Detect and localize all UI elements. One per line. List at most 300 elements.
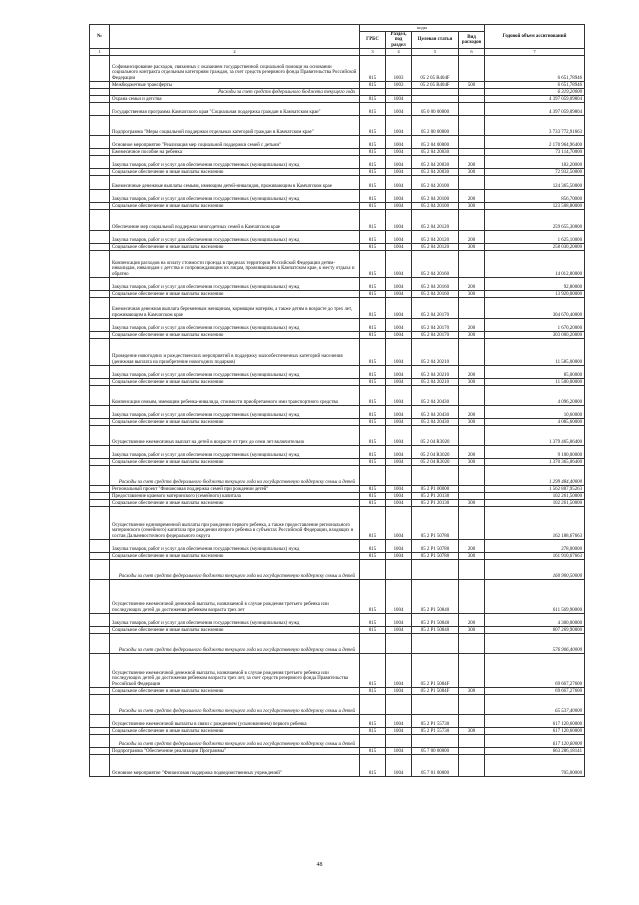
cell-expense-type xyxy=(459,695,485,715)
cell-expense-type xyxy=(459,56,485,82)
cell-expense-type xyxy=(459,735,485,748)
cell-target-article: 05 2 04 20210 xyxy=(412,366,459,379)
cell-razdel: 1003 xyxy=(386,56,412,82)
table-row xyxy=(90,446,585,459)
table-row xyxy=(90,149,585,156)
table-row xyxy=(90,459,585,466)
cell-name: Социальное обеспечение и иные выплаты населению xyxy=(110,332,360,339)
cell-amount: 13 920,00000 xyxy=(485,291,585,298)
cell-razdel: 1004 xyxy=(386,319,412,332)
cell-name: Закупка товаров, работ и услуг для обеспечения государственных (муниципальных) нужд xyxy=(110,319,360,332)
header-target-article: Целевая статья xyxy=(412,32,459,49)
cell-number xyxy=(90,386,110,406)
cell-grbs: 815 xyxy=(360,116,386,136)
cell-amount: 69 667,27600 xyxy=(485,654,585,688)
cell-target-article: 05 2 P1 50840 xyxy=(412,627,459,634)
cell-expense-type: 300 xyxy=(459,379,485,386)
cell-amount: 705,00000 xyxy=(485,755,585,777)
cell-grbs: 815 xyxy=(360,715,386,728)
cell-name: Компенсация расходов на оплату стоимости проезда в пределах территории Российской Федерации детям-инвалидам, инвалидам с детства и сопровождающим их лицам, проживающим в Камчатском крае, к месту отдыха и обратно xyxy=(110,251,360,278)
cell-grbs xyxy=(360,466,386,486)
table-row xyxy=(90,614,585,627)
cell-razdel: 1004 xyxy=(386,291,412,298)
cell-expense-type: 200 xyxy=(459,319,485,332)
column-number: 2 xyxy=(110,49,360,56)
cell-note: Расходы за счет средств федерального бюджета текущего года на государственную поддержку семьи и детей xyxy=(110,695,360,715)
table-row xyxy=(90,553,585,560)
cell-number xyxy=(90,540,110,553)
cell-name: Закупка товаров, работ и услуг для обеспечения государственных (муниципальных) нужд xyxy=(110,156,360,169)
cell-expense-type xyxy=(459,715,485,728)
cell-target-article: 05 2 04 20160 xyxy=(412,278,459,291)
cell-name: Осуществление ежемесячной денежной выплаты, назначаемой в случае рождения третьего ребенка или последующих детей до достижения ребенком возраста трех лет xyxy=(110,580,360,614)
cell-amount: 6 651,78946 xyxy=(485,56,585,82)
table-row xyxy=(90,386,585,406)
cell-note: Расходы за счет средств федерального бюджета текущего года на государственную поддержку семьи и детей xyxy=(110,466,360,486)
cell-amount: 4 096,20000 xyxy=(485,386,585,406)
cell-note: Расходы за счет средств федерального бюджета текущего года на государственную поддержку семьи и детей xyxy=(110,735,360,748)
cell-razdel: 1004 xyxy=(386,688,412,695)
cell-target-article: 05 2 P1 55730 xyxy=(412,715,459,728)
cell-grbs: 815 xyxy=(360,459,386,466)
cell-grbs: 815 xyxy=(360,136,386,149)
cell-amount: 576 906,40000 xyxy=(485,634,585,654)
cell-razdel: 1004 xyxy=(386,298,412,319)
cell-number xyxy=(90,156,110,169)
cell-name: Социальное обеспечение и иные выплаты населению xyxy=(110,379,360,386)
cell-amount: 1 562 807,95263 xyxy=(485,486,585,493)
cell-number xyxy=(90,176,110,190)
cell-name: Закупка товаров, работ и услуг для обеспечения государственных (муниципальных) нужд xyxy=(110,540,360,553)
cell-target-article: 05 2 04 20430 xyxy=(412,406,459,419)
cell-name: Закупка товаров, работ и услуг для обеспечения государственных (муниципальных) нужд xyxy=(110,446,360,459)
cell-expense-type: 300 xyxy=(459,332,485,339)
cell-number xyxy=(90,507,110,540)
cell-razdel: 1004 xyxy=(386,169,412,176)
cell-grbs: 815 xyxy=(360,251,386,278)
table-row xyxy=(90,627,585,634)
column-number: 5 xyxy=(412,49,459,56)
table-row xyxy=(90,156,585,169)
cell-expense-type: 300 xyxy=(459,203,485,210)
cell-name: Социальное обеспечение и иные выплаты населению xyxy=(110,553,360,560)
cell-target-article xyxy=(412,89,459,96)
cell-number xyxy=(90,500,110,507)
cell-expense-type xyxy=(459,466,485,486)
cell-number xyxy=(90,406,110,419)
cell-grbs: 815 xyxy=(360,176,386,190)
cell-razdel: 1004 xyxy=(386,386,412,406)
cell-target-article: 05 2 04 20160 xyxy=(412,251,459,278)
cell-number xyxy=(90,332,110,339)
cell-amount: 160 900,50000 xyxy=(485,560,585,580)
cell-number xyxy=(90,339,110,366)
cell-target-article: 05 2 04 20170 xyxy=(412,298,459,319)
table-row xyxy=(90,96,585,103)
cell-amount: 102 261,50000 xyxy=(485,500,585,507)
table-note-row xyxy=(90,89,585,96)
cell-number xyxy=(90,553,110,560)
cell-target-article xyxy=(412,466,459,486)
cell-grbs xyxy=(360,634,386,654)
cell-target-article: 05 2 04 20030 xyxy=(412,156,459,169)
cell-razdel: 1004 xyxy=(386,156,412,169)
cell-grbs: 815 xyxy=(360,203,386,210)
cell-expense-type: 200 xyxy=(459,156,485,169)
cell-target-article: 05 2 04 20160 xyxy=(412,291,459,298)
cell-razdel: 1004 xyxy=(386,278,412,291)
cell-number xyxy=(90,634,110,654)
cell-amount: 72 932,50000 xyxy=(485,169,585,176)
cell-number xyxy=(90,103,110,116)
cell-note: Расходы за счет средств федерального бюджета текущего года на государственную поддержку семьи и детей xyxy=(110,634,360,654)
cell-grbs: 815 xyxy=(360,386,386,406)
cell-amount: 73 114,70000 xyxy=(485,149,585,156)
cell-expense-type xyxy=(459,298,485,319)
cell-expense-type xyxy=(459,149,485,156)
cell-grbs: 815 xyxy=(360,244,386,251)
cell-name: Ежемесячная денежная выплата беременным женщинам, кормящим матерям, а также детям в возрасте до трех лет, проживающим в Камчатском крае xyxy=(110,298,360,319)
cell-razdel: 1004 xyxy=(386,748,412,755)
cell-expense-type: 300 xyxy=(459,553,485,560)
cell-note: Расходы за счет средств федерального бюджета текущего года на государственную поддержку семьи и детей xyxy=(110,560,360,580)
cell-razdel: 1004 xyxy=(386,654,412,688)
cell-target-article xyxy=(412,560,459,580)
cell-amount: 607 269,90000 xyxy=(485,627,585,634)
cell-grbs: 815 xyxy=(360,755,386,777)
cell-amount: 10,60000 xyxy=(485,406,585,419)
cell-grbs: 815 xyxy=(360,319,386,332)
cell-amount: 4 085,60000 xyxy=(485,419,585,426)
cell-grbs: 815 xyxy=(360,103,386,116)
cell-grbs: 815 xyxy=(360,446,386,459)
table-row xyxy=(90,688,585,695)
cell-target-article xyxy=(412,735,459,748)
cell-amount: 92,80000 xyxy=(485,278,585,291)
cell-target-article: 05 2 05 R404F xyxy=(412,82,459,89)
cell-amount: 304 670,40000 xyxy=(485,298,585,319)
cell-name: Социальное обеспечение и иные выплаты населению xyxy=(110,500,360,507)
cell-expense-type xyxy=(459,560,485,580)
cell-razdel: 1004 xyxy=(386,459,412,466)
cell-target-article: 05 2 04 R3020 xyxy=(412,459,459,466)
cell-number xyxy=(90,486,110,493)
cell-razdel: 1004 xyxy=(386,493,412,500)
cell-target-article: 05 2 P1 50780 xyxy=(412,507,459,540)
cell-amount: 161 910,67663 xyxy=(485,553,585,560)
cell-target-article: 05 2 P1 00000 xyxy=(412,486,459,493)
cell-expense-type xyxy=(459,748,485,755)
cell-number xyxy=(90,89,110,96)
header-expense-type: Вид расходов xyxy=(459,32,485,49)
table-body xyxy=(90,56,585,777)
cell-razdel: 1004 xyxy=(386,116,412,136)
cell-expense-type: 500 xyxy=(459,82,485,89)
table-row xyxy=(90,500,585,507)
cell-razdel: 1003 xyxy=(386,82,412,89)
column-number: 6 xyxy=(459,49,485,56)
cell-target-article: 05 2 P1 50840 xyxy=(412,580,459,614)
table-row xyxy=(90,507,585,540)
cell-expense-type: 300 xyxy=(459,419,485,426)
cell-amount: 259 655,30000 xyxy=(485,210,585,231)
cell-grbs: 815 xyxy=(360,190,386,203)
cell-amount: 123 508,80000 xyxy=(485,203,585,210)
table-row xyxy=(90,190,585,203)
cell-expense-type xyxy=(459,136,485,149)
cell-number xyxy=(90,96,110,103)
cell-expense-type xyxy=(459,103,485,116)
cell-amount: 617 120,60000 xyxy=(485,735,585,748)
cell-amount: 4 397 059,09804 xyxy=(485,103,585,116)
cell-grbs: 815 xyxy=(360,419,386,426)
cell-number xyxy=(90,82,110,89)
cell-grbs: 815 xyxy=(360,553,386,560)
cell-razdel xyxy=(386,89,412,96)
cell-target-article: 05 2 04 20100 xyxy=(412,190,459,203)
cell-name: Подпрограмма "Обеспечение реализации Программы" xyxy=(110,748,360,755)
cell-name: Социальное обеспечение и иные выплаты населению xyxy=(110,688,360,695)
cell-name: Основное мероприятие "Реализация мер социальной поддержки семей с детьми" xyxy=(110,136,360,149)
cell-amount: 617 120,60000 xyxy=(485,715,585,728)
cell-name: Региональный проект "Финансовая поддержка семей при рождении детей" xyxy=(110,486,360,493)
cell-number xyxy=(90,231,110,244)
cell-name: Социальное обеспечение и иные выплаты населению xyxy=(110,203,360,210)
cell-number xyxy=(90,493,110,500)
cell-expense-type: 300 xyxy=(459,459,485,466)
cell-grbs: 815 xyxy=(360,507,386,540)
cell-razdel: 1004 xyxy=(386,190,412,203)
table-row xyxy=(90,755,585,777)
cell-grbs: 815 xyxy=(360,169,386,176)
header-grbs: ГРБС xyxy=(360,32,386,49)
cell-razdel: 1004 xyxy=(386,244,412,251)
cell-amount: 4 397 059,09804 xyxy=(485,96,585,103)
table-row xyxy=(90,56,585,82)
table-row xyxy=(90,580,585,614)
cell-expense-type xyxy=(459,176,485,190)
cell-number xyxy=(90,149,110,156)
header-razdel: Раздел, под раздел xyxy=(386,32,412,49)
table-row xyxy=(90,540,585,553)
cell-expense-type: 200 xyxy=(459,231,485,244)
cell-amount: 102 261,50000 xyxy=(485,493,585,500)
table-row xyxy=(90,169,585,176)
table-row xyxy=(90,426,585,446)
cell-expense-type xyxy=(459,251,485,278)
cell-amount: 182,20000 xyxy=(485,156,585,169)
table-note-row xyxy=(90,560,585,580)
cell-expense-type: 300 xyxy=(459,627,485,634)
table-row xyxy=(90,244,585,251)
cell-expense-type: 300 xyxy=(459,169,485,176)
column-number: 1 xyxy=(90,49,110,56)
cell-amount: 1 625,10000 xyxy=(485,231,585,244)
cell-razdel: 1004 xyxy=(386,486,412,493)
cell-expense-type xyxy=(459,493,485,500)
cell-name: Социальное обеспечение и иные выплаты населению xyxy=(110,244,360,251)
cell-expense-type: 300 xyxy=(459,244,485,251)
cell-razdel: 1004 xyxy=(386,715,412,728)
cell-name: Подпрограмма "Меры социальной поддержки отдельных категорий граждан в Камчатском крае" xyxy=(110,116,360,136)
cell-expense-type xyxy=(459,96,485,103)
cell-target-article: 05 2 P1 20130 xyxy=(412,500,459,507)
cell-amount: 1 370 365,06400 xyxy=(485,459,585,466)
cell-target-article: 05 2 04 20430 xyxy=(412,386,459,406)
cell-name: Социальное обеспечение и иные выплаты населению xyxy=(110,291,360,298)
cell-razdel: 1004 xyxy=(386,580,412,614)
cell-grbs: 815 xyxy=(360,210,386,231)
cell-expense-type: 300 xyxy=(459,291,485,298)
cell-number xyxy=(90,755,110,777)
cell-number xyxy=(90,748,110,755)
header-name xyxy=(110,25,360,49)
cell-name: Осуществление единовременной выплаты при рождении первого ребенка, а также предоставление регионального материнского (семейного) капитала при рождении второго ребенка в субъектах Российской Федерации, входящих в состав Дальневосточного федерального округа xyxy=(110,507,360,540)
cell-target-article xyxy=(412,96,459,103)
cell-grbs: 815 xyxy=(360,231,386,244)
column-number: 7 xyxy=(485,49,585,56)
cell-expense-type xyxy=(459,755,485,777)
cell-amount: 3 733 772,91663 xyxy=(485,116,585,136)
table-note-row xyxy=(90,634,585,654)
cell-grbs: 815 xyxy=(360,748,386,755)
column-number: 4 xyxy=(386,49,412,56)
cell-razdel xyxy=(386,560,412,580)
cell-razdel: 1004 xyxy=(386,426,412,446)
table-row xyxy=(90,728,585,735)
cell-expense-type: 200 xyxy=(459,614,485,627)
budget-table xyxy=(89,24,585,777)
table-row xyxy=(90,715,585,728)
cell-number xyxy=(90,728,110,735)
cell-amount: 14 012,80000 xyxy=(485,251,585,278)
cell-expense-type: 200 xyxy=(459,366,485,379)
cell-razdel: 1004 xyxy=(386,103,412,116)
cell-target-article: 05 7 00 00000 xyxy=(412,748,459,755)
table-row xyxy=(90,203,585,210)
cell-target-article: 05 2 04 20120 xyxy=(412,231,459,244)
cell-number xyxy=(90,446,110,459)
cell-razdel: 1004 xyxy=(386,176,412,190)
cell-expense-type: 200 xyxy=(459,190,485,203)
cell-razdel: 1004 xyxy=(386,500,412,507)
cell-grbs: 815 xyxy=(360,298,386,319)
cell-expense-type xyxy=(459,507,485,540)
cell-number xyxy=(90,627,110,634)
cell-expense-type xyxy=(459,654,485,688)
cell-razdel: 1004 xyxy=(386,203,412,210)
cell-amount: 663 286,18141 xyxy=(485,748,585,755)
cell-number xyxy=(90,614,110,627)
cell-amount: 6 319,20000 xyxy=(485,89,585,96)
cell-target-article: 05 2 04 20100 xyxy=(412,176,459,190)
cell-name: Охрана семьи и детства xyxy=(110,96,360,103)
cell-number xyxy=(90,735,110,748)
cell-expense-type: 300 xyxy=(459,728,485,735)
cell-target-article: 05 7 01 00000 xyxy=(412,755,459,777)
cell-target-article: 05 2 05 R404F xyxy=(412,56,459,82)
cell-amount: 611 569,90000 xyxy=(485,580,585,614)
table-row xyxy=(90,654,585,688)
cell-target-article: 05 2 04 20210 xyxy=(412,379,459,386)
cell-target-article: 05 2 04 20430 xyxy=(412,419,459,426)
cell-name: Социальное обеспечение и иные выплаты населению xyxy=(110,728,360,735)
cell-name: Проведение новогодних и рождественских мероприятий в поддержку малообеспеченных категорий населения (денежная выплата на приобретение новогодних подарков) xyxy=(110,339,360,366)
cell-number xyxy=(90,244,110,251)
cell-target-article: 05 2 P1 50780 xyxy=(412,540,459,553)
cell-target-article: 05 2 P1 5084F xyxy=(412,688,459,695)
cell-grbs: 815 xyxy=(360,339,386,366)
cell-amount: 11 500,00000 xyxy=(485,379,585,386)
cell-expense-type: 300 xyxy=(459,500,485,507)
cell-razdel: 1004 xyxy=(386,136,412,149)
cell-target-article xyxy=(412,695,459,715)
cell-target-article: 05 2 04 20100 xyxy=(412,203,459,210)
cell-name: Основное мероприятие "Финансовая поддержка подведомственных учреждений" xyxy=(110,755,360,777)
cell-target-article: 05 2 04 20120 xyxy=(412,244,459,251)
cell-amount: 1 670,20000 xyxy=(485,319,585,332)
cell-razdel: 1004 xyxy=(386,553,412,560)
cell-grbs: 815 xyxy=(360,627,386,634)
cell-razdel: 1004 xyxy=(386,614,412,627)
cell-expense-type xyxy=(459,210,485,231)
header-codes: коды xyxy=(360,25,485,32)
cell-target-article xyxy=(412,634,459,654)
cell-grbs: 815 xyxy=(360,156,386,169)
cell-expense-type xyxy=(459,386,485,406)
cell-grbs: 815 xyxy=(360,654,386,688)
column-number: 3 xyxy=(360,49,386,56)
table-row xyxy=(90,103,585,116)
cell-number xyxy=(90,379,110,386)
cell-grbs: 815 xyxy=(360,486,386,493)
cell-number xyxy=(90,426,110,446)
cell-grbs xyxy=(360,89,386,96)
header-amount: Годовой объем ассигнований xyxy=(485,25,585,49)
cell-grbs xyxy=(360,735,386,748)
cell-name: Закупка товаров, работ и услуг для обеспечения государственных (муниципальных) нужд xyxy=(110,614,360,627)
cell-name: Социальное обеспечение и иные выплаты населению xyxy=(110,169,360,176)
cell-name: Межбюджетные трансферты xyxy=(110,82,360,89)
cell-amount: 258 030,20000 xyxy=(485,244,585,251)
cell-razdel xyxy=(386,695,412,715)
page-number: 48 xyxy=(316,862,323,868)
table-row xyxy=(90,176,585,190)
header-number: № xyxy=(90,25,110,49)
cell-target-article: 05 2 04 R3020 xyxy=(412,446,459,459)
table-row xyxy=(90,231,585,244)
cell-razdel: 1004 xyxy=(386,446,412,459)
cell-expense-type: 300 xyxy=(459,688,485,695)
table-row xyxy=(90,298,585,319)
cell-number xyxy=(90,419,110,426)
cell-number xyxy=(90,56,110,82)
table-row xyxy=(90,419,585,426)
cell-grbs: 815 xyxy=(360,291,386,298)
cell-expense-type xyxy=(459,339,485,366)
cell-target-article: 05 2 04 20170 xyxy=(412,332,459,339)
cell-razdel: 1004 xyxy=(386,507,412,540)
table-row xyxy=(90,339,585,366)
cell-grbs: 815 xyxy=(360,580,386,614)
table-row xyxy=(90,251,585,278)
cell-amount: 69 667,27600 xyxy=(485,688,585,695)
cell-amount: 617 120,60000 xyxy=(485,728,585,735)
table-row xyxy=(90,116,585,136)
cell-number xyxy=(90,459,110,466)
cell-expense-type: 200 xyxy=(459,446,485,459)
table-row xyxy=(90,82,585,89)
